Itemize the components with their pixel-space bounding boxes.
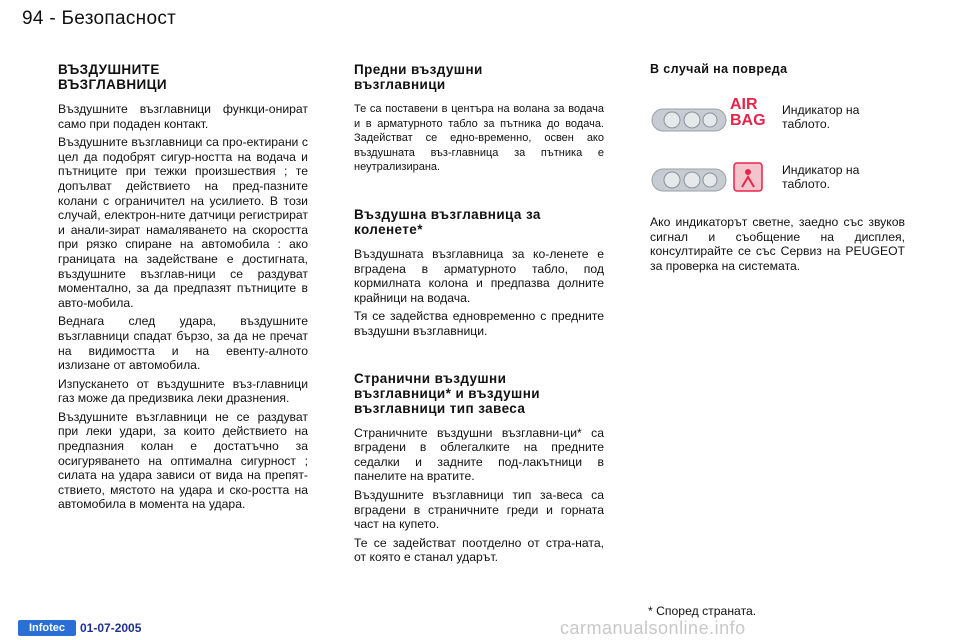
indicator-label: Индикатор на таблото. [782,103,860,131]
footnote: * Според страната. [648,604,757,618]
paragraph: Изпускането от въздушните въз-главници газ може да предизвика леки дразнения. [58,376,308,406]
indicator-label: Индикатор на таблото. [782,163,860,191]
instrument-cluster-icon [650,95,730,139]
paragraph: Те се задействат поотделно от стра-ната, от която е станал ударът. [354,535,604,565]
section-heading-front-airbags: Предни въздушни възглавници [354,62,483,92]
indicator-row-airbag-symbol [650,155,905,199]
paragraph: Въздушните възглавници функци-онират само при подаден контакт. [58,102,308,131]
dashboard-airbag-symbol-image [650,155,778,199]
instrument-cluster-icon [650,155,778,199]
paragraph: Въздушните възглавници тип за-веса са вградени в страничните греди и горната част на купето. [354,487,604,532]
column-right [650,62,905,277]
indicator-row-airbag-text [650,95,905,139]
column-left [58,62,308,516]
paragraph: Въздушните възглавници са про-ектирани с цел да подобрят сигур-ността на водача и пътниците при тежки произшествия ; те допълват действието на пред-пазните колани с ограничител на усилието. В този случай, електрон-ните датчици регистрират и анали-зират намаляването на скоростта при рязко спиране на автомобила : ако границата на задействане е достигната, въздушните възглав-ници се раздуват моментално, за да предпазят пътниците в авто-мобила. [58,135,308,310]
page-title: 94 - Безопасност [22,8,177,29]
section-heading-airbags: ВЪЗДУШНИТЕ ВЪЗГЛАВНИЦИ [58,62,167,92]
watermark: carmanualsonline.info [560,618,746,638]
paragraph: Веднага след удара, въздушните възглавници спадат бързо, за да не пречат на видимостта и на евенту-алното излизане от автомобила. [58,314,308,373]
paragraph: Въздушните възглавници не се раздуват при леки удари, за които действието на предпазния колан е достатъчно за осигуряването на оптимална сигурност ; силата на удара зависи от вида на препят-ствието, мястото на удара и ско-ростта на автомобила в момента на удара. [58,409,308,512]
infotec-logo: Infotec [18,620,76,636]
paragraph: Въздушната възглавница за ко-ленете е вградена в арматурното табло, под кормилната колона и предпазва долните крайници на водача. [354,246,604,305]
paragraph: Тя се задейства едновременно с предните въздушни възглавници. [354,309,604,338]
column-middle [354,62,604,569]
edition-date: 01-07-2005 [80,621,142,635]
dashboard-airbag-indicator-image [650,95,778,139]
airbag-warning-icon: AIR BAG [730,96,766,129]
section-heading-failure: В случай на повреда [650,62,788,76]
paragraph: Ако индикаторът светне, заедно със звуков сигнал и съобщение на дисплея, консултирайте се със Сервиз на PEUGEOT за проверка на системата. [650,215,905,273]
paragraph: Те са поставени в центъра на волана за водача и в арматурното табло за пътника до водача. Задействат се едно-временно, освен ако въздушната въз-главница за пътника е неутрализирана. [354,103,604,174]
footer [0,618,960,640]
section-heading-side-airbags: Странични въздушни възглавници* и въздушни възглавници тип завеса [354,370,540,416]
paragraph: Страничните въздушни възглавни-ци* са вградени в облегалките на предните седалки и задните под-лакътници в панелите на вратите. [354,425,604,484]
section-heading-knee-airbag: Въздушна възглавница за коленете* [354,206,541,237]
